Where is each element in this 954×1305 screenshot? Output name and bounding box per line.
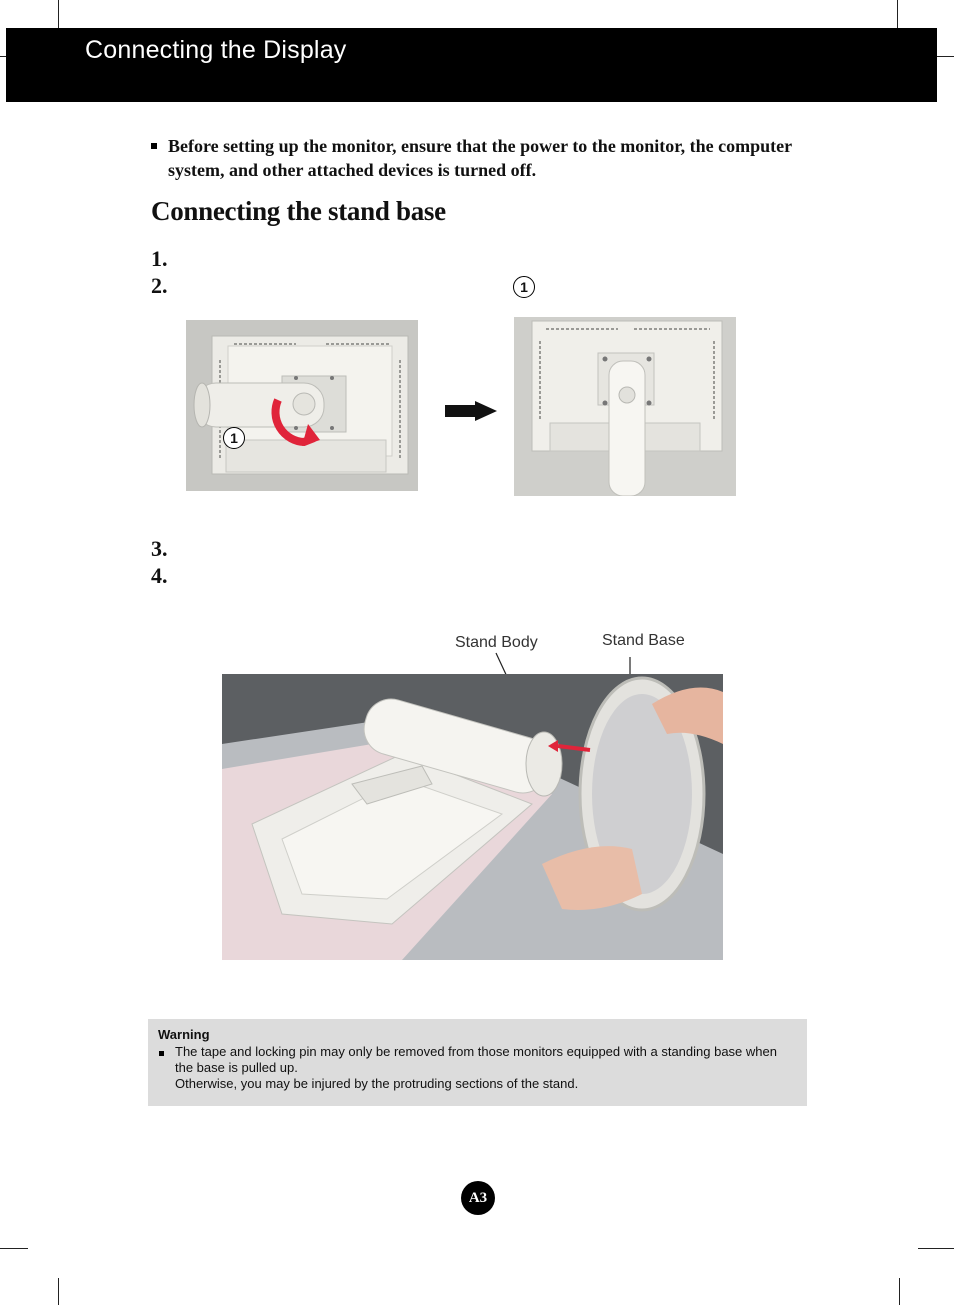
bullet-icon xyxy=(151,143,157,149)
crop-mark xyxy=(937,56,954,57)
crop-mark xyxy=(0,1248,28,1249)
crop-mark xyxy=(58,0,59,28)
bullet-icon xyxy=(159,1051,164,1056)
photo-rotate-stand xyxy=(186,320,418,491)
warning-text xyxy=(175,1044,795,1092)
step-number: 1. xyxy=(151,246,168,271)
page-title: Connecting the Display xyxy=(85,36,347,64)
photo-marker: 1 xyxy=(223,427,245,449)
intro-note xyxy=(151,134,811,182)
page-number-badge: A3 xyxy=(461,1181,495,1215)
monitor-back-illustration xyxy=(186,320,418,491)
section-title: Connecting the stand base xyxy=(151,196,446,226)
attach-base-illustration xyxy=(222,674,723,960)
warning-line: Otherwise, you may be injured by the protruding sections of the stand. xyxy=(175,1076,579,1091)
warning-box xyxy=(148,1019,807,1106)
photo-stand-upright xyxy=(514,317,736,496)
step-marker: 1 xyxy=(513,276,535,298)
crop-mark xyxy=(899,1278,900,1305)
step-number: 4. xyxy=(151,563,168,588)
crop-mark xyxy=(897,0,898,28)
warning-line: The tape and locking pin may only be removed from those monitors equipped with a standing base when the base is pulled up. xyxy=(175,1044,777,1075)
warning-title: Warning xyxy=(158,1027,210,1042)
intro-text: Before setting up the monitor, ensure that the power to the monitor, the computer system, and other attached devices is turned off. xyxy=(168,136,792,180)
photo-attach-base xyxy=(222,674,723,960)
stand-base-label: Stand Base xyxy=(602,632,685,649)
stand-body-label: Stand Body xyxy=(455,634,538,651)
monitor-stand-illustration xyxy=(514,317,736,496)
arrow-right-icon xyxy=(445,401,499,421)
crop-mark xyxy=(58,1278,59,1305)
crop-mark xyxy=(918,1248,954,1249)
step-number: 2. xyxy=(151,273,168,298)
step-number: 3. xyxy=(151,536,168,561)
